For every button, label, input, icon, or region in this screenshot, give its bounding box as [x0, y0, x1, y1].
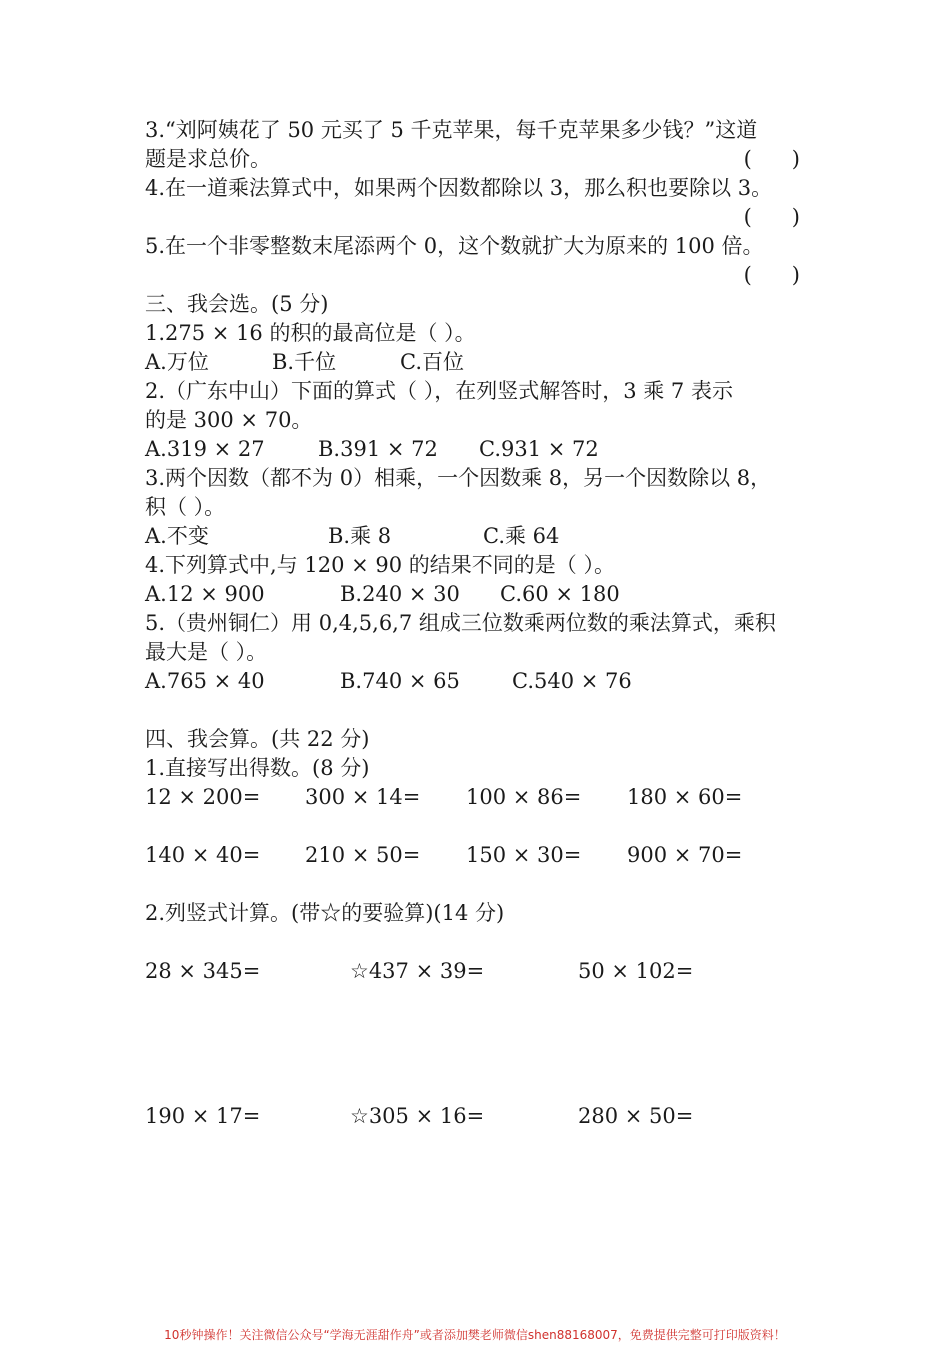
promo-footer: 10秒钟操作！关注微信公众号“学海无涯甜作舟”或者添加樊老师微信shen88168007，免费提供完整可打印版资料！ — [164, 1328, 786, 1342]
judge-q3-line1: 3.“刘阿姨花了 50 元买了 5 千克苹果，每千克苹果多少钱？”这道 — [145, 118, 758, 142]
choose-q1: 1.275 × 16 的积的最高位是（ ）。 — [145, 321, 476, 345]
oral-calc-item: 210 × 50= — [305, 843, 421, 867]
choose-q2-line2: 的是 300 × 70。 — [145, 408, 313, 432]
oral-calc-item: 180 × 60= — [627, 785, 743, 809]
option-b: B.千位 — [272, 350, 337, 374]
calc-sub2-heading: 2.列竖式计算。(带☆的要验算)(14 分) — [145, 901, 505, 925]
answer-paren: ( ) — [743, 147, 800, 171]
oral-calc-item: 100 × 86= — [466, 785, 582, 809]
section-heading-calc: 四、我会算。(共 22 分) — [145, 727, 370, 751]
choose-q2-line1: 2.（广东中山）下面的算式（ ），在列竖式解答时，3 乘 7 表示 — [145, 379, 733, 403]
option-c: C.931 × 72 — [479, 437, 599, 461]
option-c: C.60 × 180 — [500, 582, 620, 606]
judge-q5-line1: 5.在一个非零整数末尾添两个 0，这个数就扩大为原来的 100 倍。 — [145, 234, 764, 258]
option-c: C.百位 — [400, 350, 464, 374]
judge-q4-line1: 4.在一道乘法算式中，如果两个因数都除以 3，那么积也要除以 3。 — [145, 176, 773, 200]
answer-paren: ( ) — [743, 263, 800, 287]
option-a: A.万位 — [145, 350, 209, 374]
option-a: A.不变 — [145, 524, 209, 548]
oral-calc-item: 12 × 200= — [145, 785, 261, 809]
vertical-calc-item: ☆305 × 16= — [350, 1104, 485, 1128]
choose-q5-line2: 最大是（ ）。 — [145, 640, 268, 664]
section-heading-choose: 三、我会选。(5 分) — [145, 292, 329, 316]
vertical-calc-item: 280 × 50= — [578, 1104, 694, 1128]
oral-calc-item: 140 × 40= — [145, 843, 261, 867]
judge-q3-line2: 题是求总价。 — [145, 147, 271, 171]
oral-calc-item: 300 × 14= — [305, 785, 421, 809]
option-c: C.乘 64 — [483, 524, 560, 548]
option-b: B.391 × 72 — [318, 437, 438, 461]
option-b: B.乘 8 — [328, 524, 392, 548]
choose-q3-line1: 3.两个因数（都不为 0）相乘，一个因数乘 8，另一个因数除以 8， — [145, 466, 772, 490]
option-b: B.240 × 30 — [340, 582, 460, 606]
oral-calc-item: 900 × 70= — [627, 843, 743, 867]
option-a: A.12 × 900 — [145, 582, 265, 606]
vertical-calc-item: 50 × 102= — [578, 959, 694, 983]
choose-q3-line2: 积（ ）。 — [145, 495, 226, 519]
oral-calc-item: 150 × 30= — [466, 843, 582, 867]
answer-paren: ( ) — [743, 205, 800, 229]
calc-sub1-heading: 1.直接写出得数。(8 分) — [145, 756, 370, 780]
option-a: A.319 × 27 — [145, 437, 265, 461]
vertical-calc-item: 190 × 17= — [145, 1104, 261, 1128]
choose-q4: 4.下列算式中,与 120 × 90 的结果不同的是（ ）。 — [145, 553, 615, 577]
option-b: B.740 × 65 — [340, 669, 460, 693]
vertical-calc-item: 28 × 345= — [145, 959, 261, 983]
choose-q5-line1: 5.（贵州铜仁）用 0,4,5,6,7 组成三位数乘两位数的乘法算式，乘积 — [145, 611, 776, 635]
option-c: C.540 × 76 — [512, 669, 632, 693]
vertical-calc-item: ☆437 × 39= — [350, 959, 485, 983]
option-a: A.765 × 40 — [145, 669, 265, 693]
